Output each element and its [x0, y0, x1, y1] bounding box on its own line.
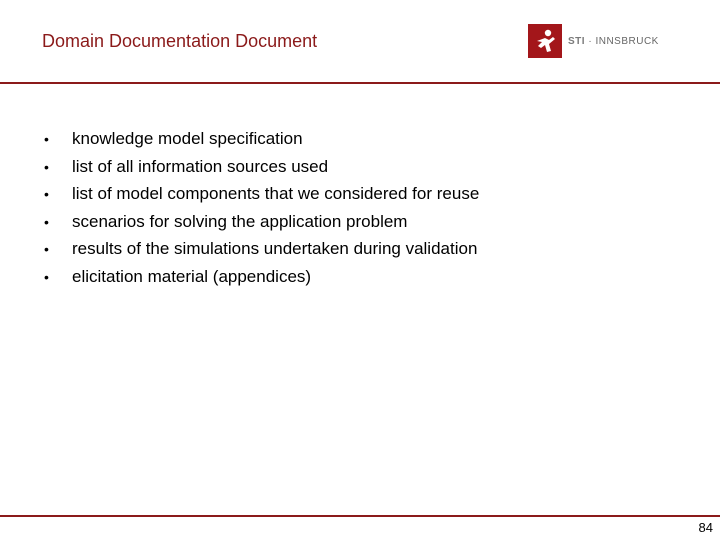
header-divider: [0, 82, 720, 84]
list-item-text: list of all information sources used: [72, 156, 329, 176]
list-item: [42, 129, 479, 157]
bullet-icon: •: [44, 158, 49, 175]
logo-text: [568, 36, 659, 47]
list-item-text: scenarios for solving the application problem: [72, 211, 408, 231]
logo-sti-text: STI: [568, 35, 586, 47]
page-number: 84: [698, 520, 713, 535]
list-item-text: elicitation material (appendices): [72, 266, 312, 286]
list-item-text: results of the simulations undertaken during validation: [72, 239, 478, 258]
bullet-list: [42, 129, 479, 294]
sti-logo-icon: [528, 24, 562, 58]
list-item-text: knowledge model specification: [72, 129, 303, 148]
bullet-icon: •: [44, 241, 49, 257]
bullet-icon: •: [44, 131, 49, 147]
slide-title: Domain Documentation Document: [42, 31, 318, 51]
bullet-icon: •: [44, 186, 49, 202]
list-item: [42, 212, 479, 240]
list-item: [42, 157, 479, 185]
bullet-icon: •: [44, 268, 49, 285]
sti-innsbruck-logo: [528, 24, 659, 58]
bullet-icon: •: [44, 213, 49, 230]
list-item: [42, 267, 479, 295]
footer-divider: [0, 515, 720, 517]
list-item-text: list of model components that we considered for reuse: [72, 184, 480, 203]
logo-innsbruck-text: · INNSBRUCK: [588, 35, 659, 47]
list-item: [42, 239, 479, 267]
list-item: [42, 184, 479, 212]
